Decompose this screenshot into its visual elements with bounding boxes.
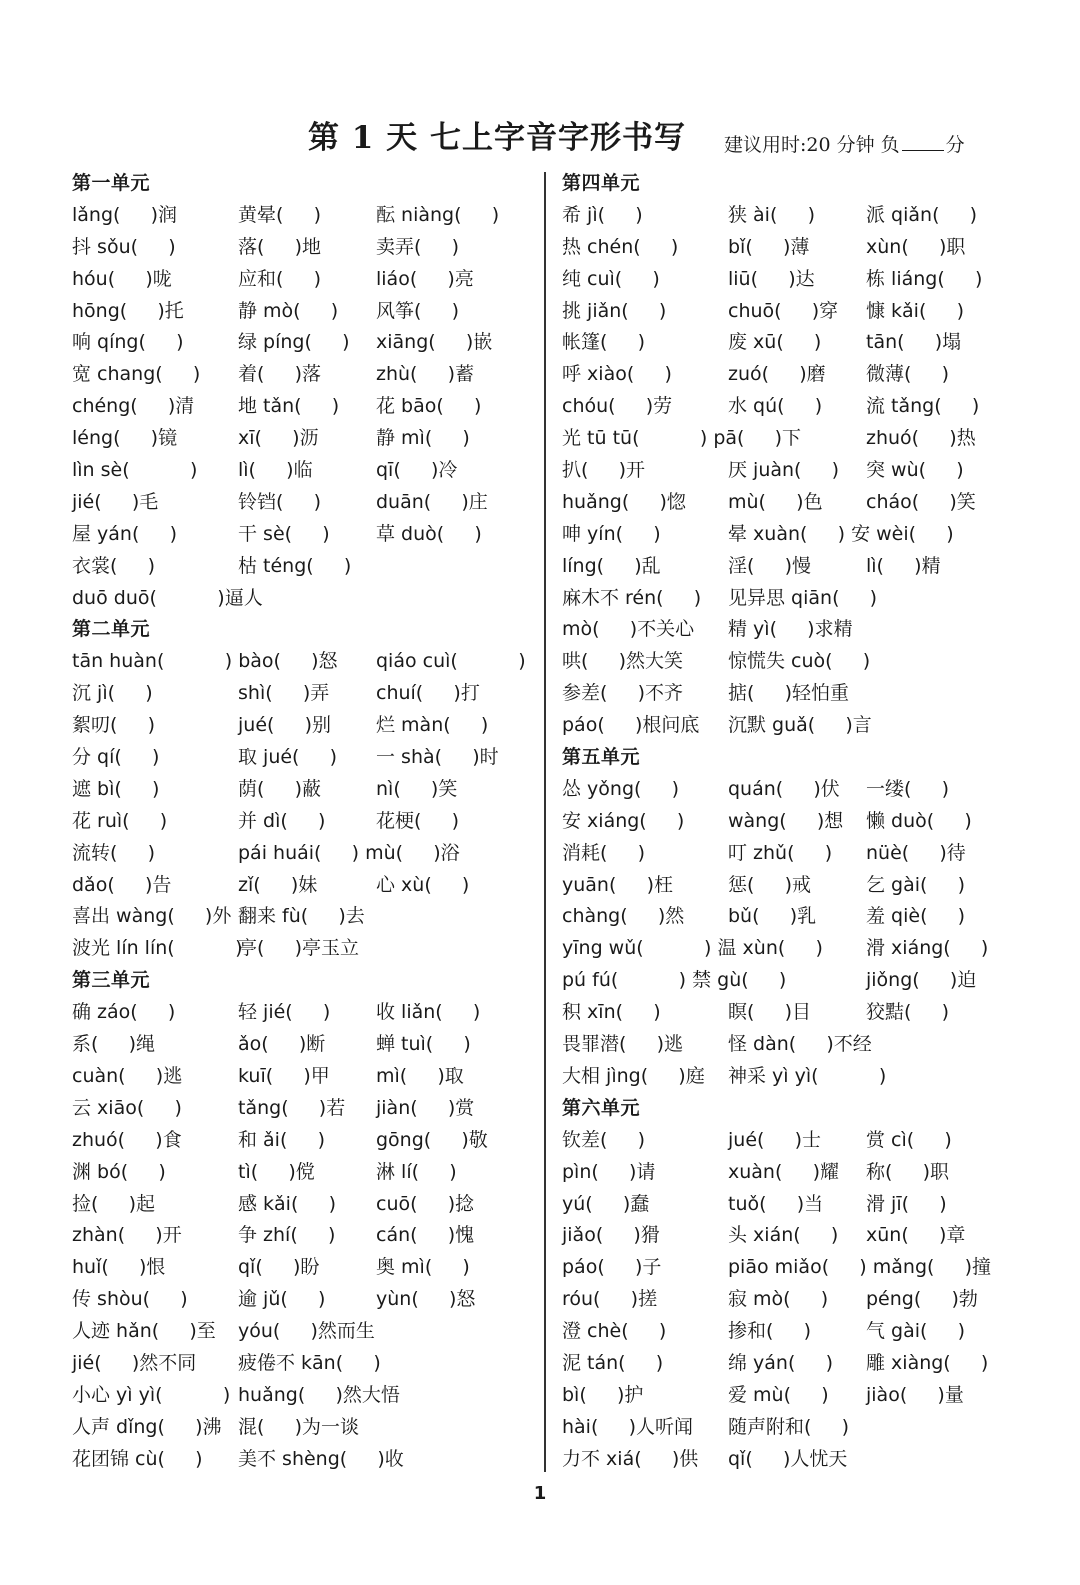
exercise-item: 衣裳( )	[72, 554, 156, 577]
exercise-row	[72, 423, 534, 455]
exercise-item: 惊慌失 cuò( )	[728, 650, 871, 673]
exercise-item: 波光 lín lín( )	[72, 937, 243, 960]
exercise-item: 絮叨( )	[72, 714, 156, 737]
exercise-item: léng( )镜	[72, 427, 178, 450]
exercise-item: 雕 xiàng( )	[866, 1351, 989, 1374]
exercise-item: 流转( )	[72, 841, 156, 864]
exercise-row	[72, 997, 534, 1029]
page-header	[0, 108, 1080, 168]
exercise-item: 荫( )蔽	[238, 777, 322, 800]
exercise-row	[562, 264, 1022, 296]
exercise-item: 并 dì( )	[238, 809, 326, 832]
exercise-item: 铃铛( )	[238, 490, 322, 513]
exercise-item: jué( )别	[238, 714, 332, 737]
exercise-item: chuō( )穿	[728, 299, 839, 322]
exercise-item: 乞 gài( )	[866, 873, 966, 896]
exercise-item: zhuó( )热	[866, 427, 976, 450]
exercise-item: páo( )子	[562, 1256, 662, 1279]
exercise-row	[562, 997, 1022, 1029]
exercise-row	[72, 1189, 534, 1221]
exercise-item: mù( )色	[728, 490, 823, 513]
exercise-row	[562, 551, 1022, 583]
exercise-item: tì( )傥	[238, 1160, 315, 1183]
exercise-item: tān( )塌	[866, 331, 962, 354]
exercise-item: 地 tǎn( )	[238, 395, 340, 418]
exercise-row	[562, 519, 1022, 551]
exercise-row	[72, 1157, 534, 1189]
exercise-item: pú fú( ) 禁 gù( )	[562, 969, 787, 992]
exercise-row	[562, 838, 1022, 870]
exercise-row	[72, 264, 534, 296]
exercise-item: 微薄( )	[866, 363, 950, 386]
exercise-row	[562, 1252, 1022, 1284]
exercise-item: 光 tū tū( ) pā( )下	[562, 427, 802, 450]
exercise-item: 力不 xiá( )供	[562, 1447, 699, 1470]
exercise-row	[562, 1220, 1022, 1252]
exercise-item: 一 shà( )时	[376, 746, 499, 769]
exercise-item: zuó( )磨	[728, 363, 826, 386]
exercise-item: 酝 niàng( )	[376, 203, 500, 226]
exercise-row	[72, 870, 534, 902]
exercise-row	[562, 1029, 1022, 1061]
exercise-item: xùn( )职	[866, 235, 966, 258]
exercise-row	[562, 646, 1022, 678]
exercise-row	[562, 455, 1022, 487]
exercise-item: tuǒ( )当	[728, 1192, 824, 1215]
exercise-item: 哄( )然大笑	[562, 650, 684, 673]
exercise-item: 狭 ài( )	[728, 203, 815, 226]
exercise-item: lìn sè( )	[72, 459, 198, 482]
exercise-row	[562, 1316, 1022, 1348]
exercise-item: shì( )弄	[238, 682, 330, 705]
section-title: 第四单元	[562, 172, 641, 194]
exercise-item: bì( )护	[562, 1383, 644, 1406]
exercise-row	[72, 232, 534, 264]
exercise-row	[72, 838, 534, 870]
exercise-item: piāo miǎo( ) mǎng( )撞	[728, 1256, 992, 1279]
exercise-row	[562, 487, 1022, 519]
exercise-item: 淋 lí( )	[376, 1160, 457, 1183]
exercise-item: chóu( )劳	[562, 395, 673, 418]
exercise-item: 羞 qiè( )	[866, 905, 966, 928]
exercise-item: 疲倦不 kān( )	[238, 1351, 381, 1374]
exercise-item: 花梗( )	[376, 809, 460, 832]
exercise-row	[72, 296, 534, 328]
exercise-row	[562, 1380, 1022, 1412]
exercise-item: gōng( )敬	[376, 1128, 488, 1151]
exercise-item: 怪 dàn( )不经	[728, 1033, 872, 1056]
exercise-item: qǐ( )人忧天	[728, 1447, 848, 1470]
exercise-item: 轻 jié( )	[238, 1001, 331, 1024]
exercise-item: 沉默 guǎ( )言	[728, 714, 872, 737]
exercise-row	[72, 455, 534, 487]
exercise-item: 花团锦 cù( )	[72, 1447, 203, 1470]
exercise-item: 绵 yán( )	[728, 1351, 833, 1374]
exercise-row	[72, 901, 534, 933]
exercise-item: liū( )达	[728, 267, 815, 290]
exercise-item: 滑 xiáng( )	[866, 937, 989, 960]
exercise-row	[72, 646, 534, 678]
exercise-item: 系( )绳	[72, 1033, 156, 1056]
exercise-item: 废 xū( )	[728, 331, 822, 354]
exercise-item: 收 liǎn( )	[376, 1001, 481, 1024]
exercise-row	[562, 870, 1022, 902]
exercise-item: hóu( )咙	[72, 267, 172, 290]
exercise-item: 赏 cì( )	[866, 1128, 952, 1151]
exercise-item: 静 mò( )	[238, 299, 339, 322]
exercise-item: 呼 xiào( )	[562, 363, 672, 386]
exercise-row	[72, 1380, 534, 1412]
exercise-row	[72, 933, 534, 965]
exercise-item: 栋 liáng( )	[866, 267, 983, 290]
exercise-item: 水 qú( )	[728, 395, 823, 418]
exercise-item: duō duō( )逼人	[72, 586, 263, 609]
exercise-item: huǎng( )惚	[562, 490, 686, 513]
exercise-item: 随声附和( )	[728, 1415, 850, 1438]
exercise-item: 瞑( )目	[728, 1001, 812, 1024]
exercise-row	[562, 901, 1022, 933]
exercise-row	[72, 519, 534, 551]
exercise-item: 掂( )轻怕重	[728, 682, 850, 705]
exercise-row	[72, 551, 534, 583]
exercise-item: huǐ( )恨	[72, 1256, 166, 1279]
exercise-row	[562, 1444, 1022, 1476]
exercise-item: jué( )士	[728, 1128, 822, 1151]
exercise-row	[72, 391, 534, 423]
exercise-item: 草 duò( )	[376, 522, 482, 545]
exercise-item: dǎo( )告	[72, 873, 172, 896]
exercise-item: 蝉 tuì( )	[376, 1033, 471, 1056]
exercise-row	[72, 1220, 534, 1252]
exercise-row	[562, 359, 1022, 391]
exercise-item: 希 jì( )	[562, 203, 643, 226]
exercise-item: 滑 jī( )	[866, 1192, 947, 1215]
exercise-item: 静 mì( )	[376, 427, 470, 450]
exercise-item: liáo( )亮	[376, 267, 474, 290]
page-title: 第 1 天 七上字音字形书写	[308, 120, 686, 156]
exercise-item: 云 xiāo( )	[72, 1096, 182, 1119]
exercise-item: jiào( )量	[866, 1383, 964, 1406]
exercise-item: huǎng( )然大悟	[238, 1383, 400, 1406]
exercise-item: 突 wù( )	[866, 459, 964, 482]
exercise-item: 分 qí( )	[72, 746, 160, 769]
exercise-item: nüè( )待	[866, 841, 966, 864]
exercise-item: mì( )取	[376, 1064, 464, 1087]
exercise-row	[562, 678, 1022, 710]
exercise-row	[562, 327, 1022, 359]
exercise-item: 积 xīn( )	[562, 1001, 661, 1024]
exercise-item: 大相 jìng( )庭	[562, 1064, 705, 1087]
exercise-row	[562, 1189, 1022, 1221]
exercise-item: 慷 kǎi( )	[866, 299, 964, 322]
exercise-row	[72, 1444, 534, 1476]
exercise-row	[72, 1284, 534, 1316]
exercise-item: 亭( )亭玉立	[238, 937, 360, 960]
exercise-item: 澄 chè( )	[562, 1320, 667, 1343]
exercise-item: ǎo( )断	[238, 1033, 326, 1056]
page-number: 1	[533, 1483, 547, 1504]
exercise-item: 干 sè( )	[238, 522, 330, 545]
exercise-row	[72, 806, 534, 838]
exercise-item: 消耗( )	[562, 841, 646, 864]
exercise-row	[72, 742, 534, 774]
score-blank	[902, 134, 944, 151]
exercise-item: 称( )职	[866, 1160, 950, 1183]
exercise-item: 翻来 fù( )去	[238, 905, 365, 928]
exercise-row	[562, 1348, 1022, 1380]
exercise-item: 宽 chang( )	[72, 363, 201, 386]
section-title: 第二单元	[72, 618, 151, 641]
exercise-item: 屋 yán( )	[72, 522, 177, 545]
score-unit: 分	[945, 134, 965, 156]
exercise-item: 响 qíng( )	[72, 331, 184, 354]
exercise-row	[562, 806, 1022, 838]
exercise-item: bǐ( )薄	[728, 235, 810, 258]
exercise-item: 派 qiǎn( )	[866, 203, 978, 226]
exercise-item: cuàn( )逃	[72, 1064, 183, 1087]
exercise-item: mò( )不关心	[562, 618, 695, 641]
exercise-item: 渊 bó( )	[72, 1160, 166, 1183]
exercise-item: jiǒng( )迫	[866, 969, 977, 992]
exercise-row	[562, 200, 1022, 232]
exercise-item: 怂 yǒng( )	[562, 777, 680, 800]
exercise-item: nì( )笑	[376, 777, 458, 800]
exercise-item: 传 shòu( )	[72, 1288, 188, 1311]
column-divider	[544, 172, 546, 1472]
exercise-item: tān huàn( ) bào( )怒	[72, 650, 338, 673]
exercise-item: cháo( )笑	[866, 490, 976, 513]
exercise-row	[562, 583, 1022, 615]
exercise-row	[72, 1316, 534, 1348]
exercise-row	[72, 1061, 534, 1093]
exercise-item: zhàn( )开	[72, 1224, 182, 1247]
exercise-item: pìn( )请	[562, 1160, 656, 1183]
exercise-item: 应和( )	[238, 267, 322, 290]
exercise-item: líng( )乱	[562, 554, 661, 577]
exercise-item: lì( )临	[238, 459, 313, 482]
exercise-row	[72, 678, 534, 710]
exercise-item: 落( )地	[238, 235, 322, 258]
exercise-row	[72, 1412, 534, 1444]
exercise-item: 小心 yì yì( )	[72, 1383, 231, 1406]
exercise-row	[72, 359, 534, 391]
exercise-item: 枯 téng( )	[238, 554, 352, 577]
exercise-row	[562, 1412, 1022, 1444]
exercise-item: 卖弄( )	[376, 235, 460, 258]
exercise-item: jié( )毛	[72, 490, 159, 513]
exercise-row	[562, 391, 1022, 423]
exercise-item: duān( )庄	[376, 490, 488, 513]
exercise-item: páo( )根问底	[562, 714, 700, 737]
exercise-item: kuī( )甲	[238, 1064, 330, 1087]
exercise-item: lì( )精	[866, 554, 941, 577]
exercise-item: 人声 dǐng( )沸	[72, 1415, 222, 1438]
exercise-item: 奥 mì( )	[376, 1256, 470, 1279]
exercise-item: 心 xù( )	[376, 873, 470, 896]
exercise-item: 爱 mù( )	[728, 1383, 829, 1406]
time-suggestion-text: 建议用时:20 分钟 负	[724, 134, 900, 156]
exercise-item: 安 xiáng( )	[562, 809, 685, 832]
exercise-row	[562, 232, 1022, 264]
exercise-item: 扒( )开	[562, 459, 646, 482]
exercise-row	[72, 1093, 534, 1125]
exercise-item: wàng( )想	[728, 809, 844, 832]
exercise-item: 捡( )起	[72, 1192, 156, 1215]
exercise-row	[562, 1125, 1022, 1157]
exercise-item: 泥 tán( )	[562, 1351, 664, 1374]
exercise-row	[72, 200, 534, 232]
exercise-item: 见异思 qiān( )	[728, 586, 878, 609]
exercise-item: 花 ruì( )	[72, 809, 168, 832]
exercise-item: 逾 jǔ( )	[238, 1288, 326, 1311]
exercise-item: 黄晕( )	[238, 203, 322, 226]
exercise-row	[72, 1252, 534, 1284]
exercise-row	[562, 1157, 1022, 1189]
exercise-item: 呻 yín( )	[562, 522, 661, 545]
exercise-item: 钦差( )	[562, 1128, 646, 1151]
exercise-item: 和 ǎi( )	[238, 1128, 325, 1151]
exercise-item: cán( )愧	[376, 1224, 475, 1247]
exercise-row	[562, 423, 1022, 455]
section-title: 第五单元	[562, 746, 641, 769]
exercise-row	[72, 710, 534, 742]
section-title: 第一单元	[72, 172, 151, 194]
exercise-item: yīng wǔ( ) 温 xùn( )	[562, 937, 823, 960]
exercise-item: 流 tǎng( )	[866, 395, 980, 418]
exercise-item: 绿 píng( )	[238, 331, 350, 354]
exercise-item: 遮 bì( )	[72, 777, 160, 800]
exercise-item: 参差( )不齐	[562, 682, 684, 705]
exercise-item: 混( )为一谈	[238, 1415, 360, 1438]
exercise-row	[562, 1061, 1022, 1093]
exercise-item: 帐篷( )	[562, 331, 646, 354]
exercise-item: 一缕( )	[866, 777, 950, 800]
exercise-item: 感 kǎi( )	[238, 1192, 336, 1215]
exercise-item: 厌 juàn( )	[728, 459, 840, 482]
exercise-item: 头 xián( )	[728, 1224, 839, 1247]
exercise-row	[562, 965, 1022, 997]
exercise-item: 寂 mò( )	[728, 1288, 829, 1311]
exercise-item: qǐ( )盼	[238, 1256, 320, 1279]
exercise-item: 叮 zhǔ( )	[728, 841, 833, 864]
right-column	[562, 168, 1022, 1476]
exercise-item: lǎng( )润	[72, 203, 178, 226]
exercise-item: chéng( )清	[72, 395, 195, 418]
exercise-item: xiāng( )嵌	[376, 331, 493, 354]
exercise-item: yóu( )然而生	[238, 1320, 375, 1343]
exercise-row	[562, 710, 1022, 742]
time-suggestion	[724, 130, 965, 157]
exercise-item: 掺和( )	[728, 1320, 812, 1343]
exercise-item: yuān( )枉	[562, 873, 673, 896]
exercise-row	[72, 487, 534, 519]
exercise-row	[72, 774, 534, 806]
exercise-item: jiàn( )赏	[376, 1096, 475, 1119]
exercise-item: 喜出 wàng( )外	[72, 905, 232, 928]
exercise-item: zhù( )蓄	[376, 363, 475, 386]
exercise-row	[72, 327, 534, 359]
exercise-row	[562, 774, 1022, 806]
exercise-row	[72, 1029, 534, 1061]
exercise-item: yú( )蠢	[562, 1192, 650, 1215]
exercise-row	[562, 614, 1022, 646]
exercise-item: qiáo cuì( )	[376, 650, 526, 673]
exercise-item: 纯 cuì( )	[562, 267, 660, 290]
exercise-item: 精 yì( )求精	[728, 618, 853, 641]
exercise-item: péng( )勃	[866, 1288, 978, 1311]
exercise-item: jié( )然不同	[72, 1351, 197, 1374]
exercise-row	[72, 583, 534, 615]
exercise-row	[562, 933, 1022, 965]
exercise-item: 抖 sǒu( )	[72, 235, 176, 258]
exercise-item: zǐ( )妹	[238, 873, 318, 896]
exercise-item: 懒 duò( )	[866, 809, 972, 832]
exercise-item: bǔ( )乳	[728, 905, 817, 928]
exercise-item: 烂 màn( )	[376, 714, 489, 737]
exercise-item: chuí( )打	[376, 682, 480, 705]
exercise-item: 花 bāo( )	[376, 395, 482, 418]
exercise-item: 晕 xuàn( ) 安 wèi( )	[728, 522, 954, 545]
exercise-item: tǎng( )若	[238, 1096, 346, 1119]
left-column	[72, 168, 534, 1476]
exercise-item: quán( )伏	[728, 777, 840, 800]
exercise-item: xūn( )章	[866, 1224, 966, 1247]
exercise-item: 风筝( )	[376, 299, 460, 322]
exercise-item: xī( )沥	[238, 427, 319, 450]
exercise-item: jiǎo( )猾	[562, 1224, 660, 1247]
exercise-item: 取 jué( )	[238, 746, 338, 769]
exercise-item: hài( )人听闻	[562, 1415, 693, 1438]
exercise-item: 确 záo( )	[72, 1001, 176, 1024]
exercise-item: hōng( )托	[72, 299, 184, 322]
exercise-item: cuō( )捻	[376, 1192, 475, 1215]
exercise-item: 狡黠( )	[866, 1001, 950, 1024]
exercise-item: 挑 jiǎn( )	[562, 299, 667, 322]
exercise-row	[562, 296, 1022, 328]
exercise-item: róu( )搓	[562, 1288, 658, 1311]
exercise-item: chàng( )然	[562, 905, 685, 928]
exercise-row	[72, 1348, 534, 1380]
exercise-row	[72, 1125, 534, 1157]
exercise-item: yùn( )怒	[376, 1288, 476, 1311]
exercise-item: 沉 jì( )	[72, 682, 153, 705]
exercise-item: 淫( )慢	[728, 554, 812, 577]
exercise-item: 人迹 hǎn( )至	[72, 1320, 216, 1343]
exercise-item: 畏罪潜( )逃	[562, 1033, 684, 1056]
exercise-item: pái huái( ) mù( )浴	[238, 841, 460, 864]
exercise-item: 热 chén( )	[562, 235, 679, 258]
exercise-item: 麻木不 rén( )	[562, 586, 702, 609]
exercise-item: xuàn( )耀	[728, 1160, 839, 1183]
exercise-item: 着( )落	[238, 363, 322, 386]
section-title: 第三单元	[72, 969, 151, 992]
exercise-item: 惩( )戒	[728, 873, 812, 896]
exercise-item: qī( )冷	[376, 459, 458, 482]
exercise-item: 神采 yì yì( )	[728, 1064, 887, 1087]
exercise-row	[562, 1284, 1022, 1316]
exercise-item: 美不 shèng( )收	[238, 1447, 404, 1470]
exercise-item: 气 gài( )	[866, 1320, 966, 1343]
section-title: 第六单元	[562, 1096, 641, 1119]
exercise-item: zhuó( )食	[72, 1128, 182, 1151]
exercise-item: 争 zhí( )	[238, 1224, 336, 1247]
